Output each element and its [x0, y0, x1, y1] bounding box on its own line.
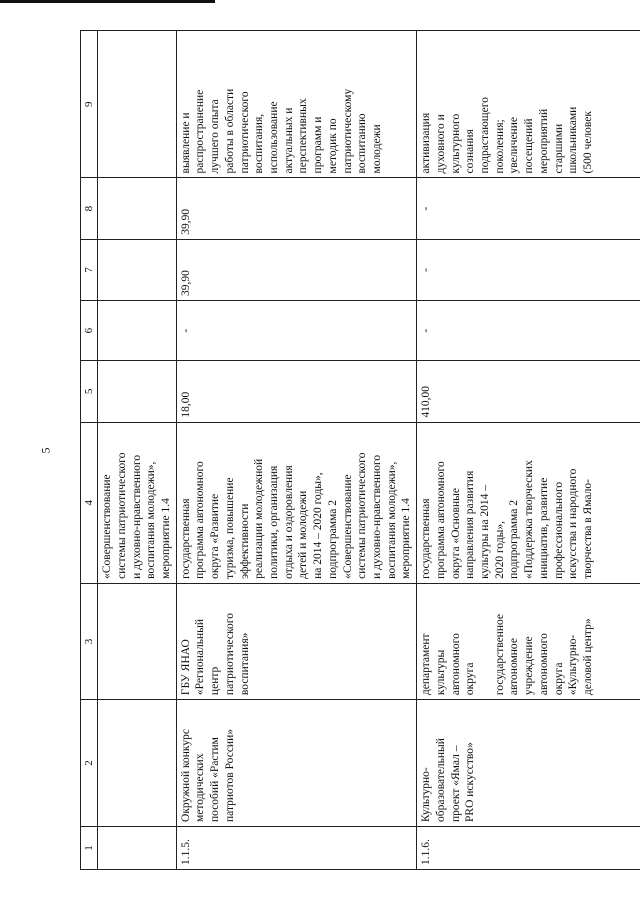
page-number: 5 [38, 447, 53, 454]
header-cell: 2 [81, 700, 98, 827]
funding-col8: - [417, 178, 640, 239]
funding-col8: 39,90 [176, 178, 417, 239]
header-cell: 3 [81, 583, 98, 699]
funding-col5: 410,00 [417, 361, 640, 422]
executor [98, 583, 177, 699]
row-number [98, 826, 177, 869]
executor: ГБУ ЯНАО «Региональный центр патриотического воспитания» [176, 583, 417, 699]
funding-col7 [98, 239, 177, 300]
header-cell: 4 [81, 422, 98, 583]
program-reference: «Совершенствование системы патриотического и духовно-нравственного воспитания молодежи», мероприятие 1.4 [98, 422, 177, 583]
funding-col8 [98, 178, 177, 239]
executor: департамент культуры автономного округа государственное автономное учреждение автономного округа «Культурно- деловой центр» [417, 583, 640, 699]
funding-col5 [98, 361, 177, 422]
program-reference: государственная программа автономного округа «Развитие туризма, повышение эффективности реализации молодежной политики, организация отдыха и оздоровления детей и молодежи на 2014 – 2020 годы», подпрограмма 2 «Совершенствование системы патриотического и духовно-нравственного воспитания молодежи», мероприятие 1.4 [176, 422, 417, 583]
row-number: 1.1.5. [176, 826, 417, 869]
table-row [98, 31, 177, 870]
expected-result [98, 31, 177, 178]
funding-col6: - [417, 301, 640, 361]
top-rule [0, 0, 215, 3]
funding-col7: 39,90 [176, 239, 417, 300]
header-cell: 5 [81, 361, 98, 422]
program-reference: государственная программа автономного округа «Основные направления развития культуры на 2014 – 2020 годы», подпрограмма 2 «Поддержка творческих инициатив, развитие профессионального искусства и народного творчества в Ямало- [417, 422, 640, 583]
table-header-row [81, 31, 98, 870]
funding-col5: 18,00 [176, 361, 417, 422]
expected-result: активизация духовного и культурного сознания подрастающего поколения; увеличение посещений мероприятий старшими школьниками (500 человек [417, 31, 640, 178]
row-number: 1.1.6. [417, 826, 640, 869]
funding-col6 [98, 301, 177, 361]
expected-result: выявление и распространение лучшего опыта работы в области патриотического воспитания, использование актуальных и перспективных программ и методик по патриотическому воспитанию молодежи [176, 31, 417, 178]
program-table [80, 30, 640, 870]
event-name: Окружной конкурс методических пособий «Растим патриотов России» [176, 700, 417, 827]
rotated-table-container [80, 30, 640, 870]
funding-col6: - [176, 301, 417, 361]
table-row [417, 31, 640, 870]
funding-col7: - [417, 239, 640, 300]
header-cell: 9 [81, 31, 98, 178]
table-region [80, 30, 640, 870]
header-cell: 1 [81, 826, 98, 869]
header-cell: 8 [81, 178, 98, 239]
event-name: Культурно- образовательный проект «Ямал – PRO искусство» [417, 700, 640, 827]
table-row [176, 31, 417, 870]
event-name [98, 700, 177, 827]
header-cell: 6 [81, 301, 98, 361]
header-cell: 7 [81, 239, 98, 300]
